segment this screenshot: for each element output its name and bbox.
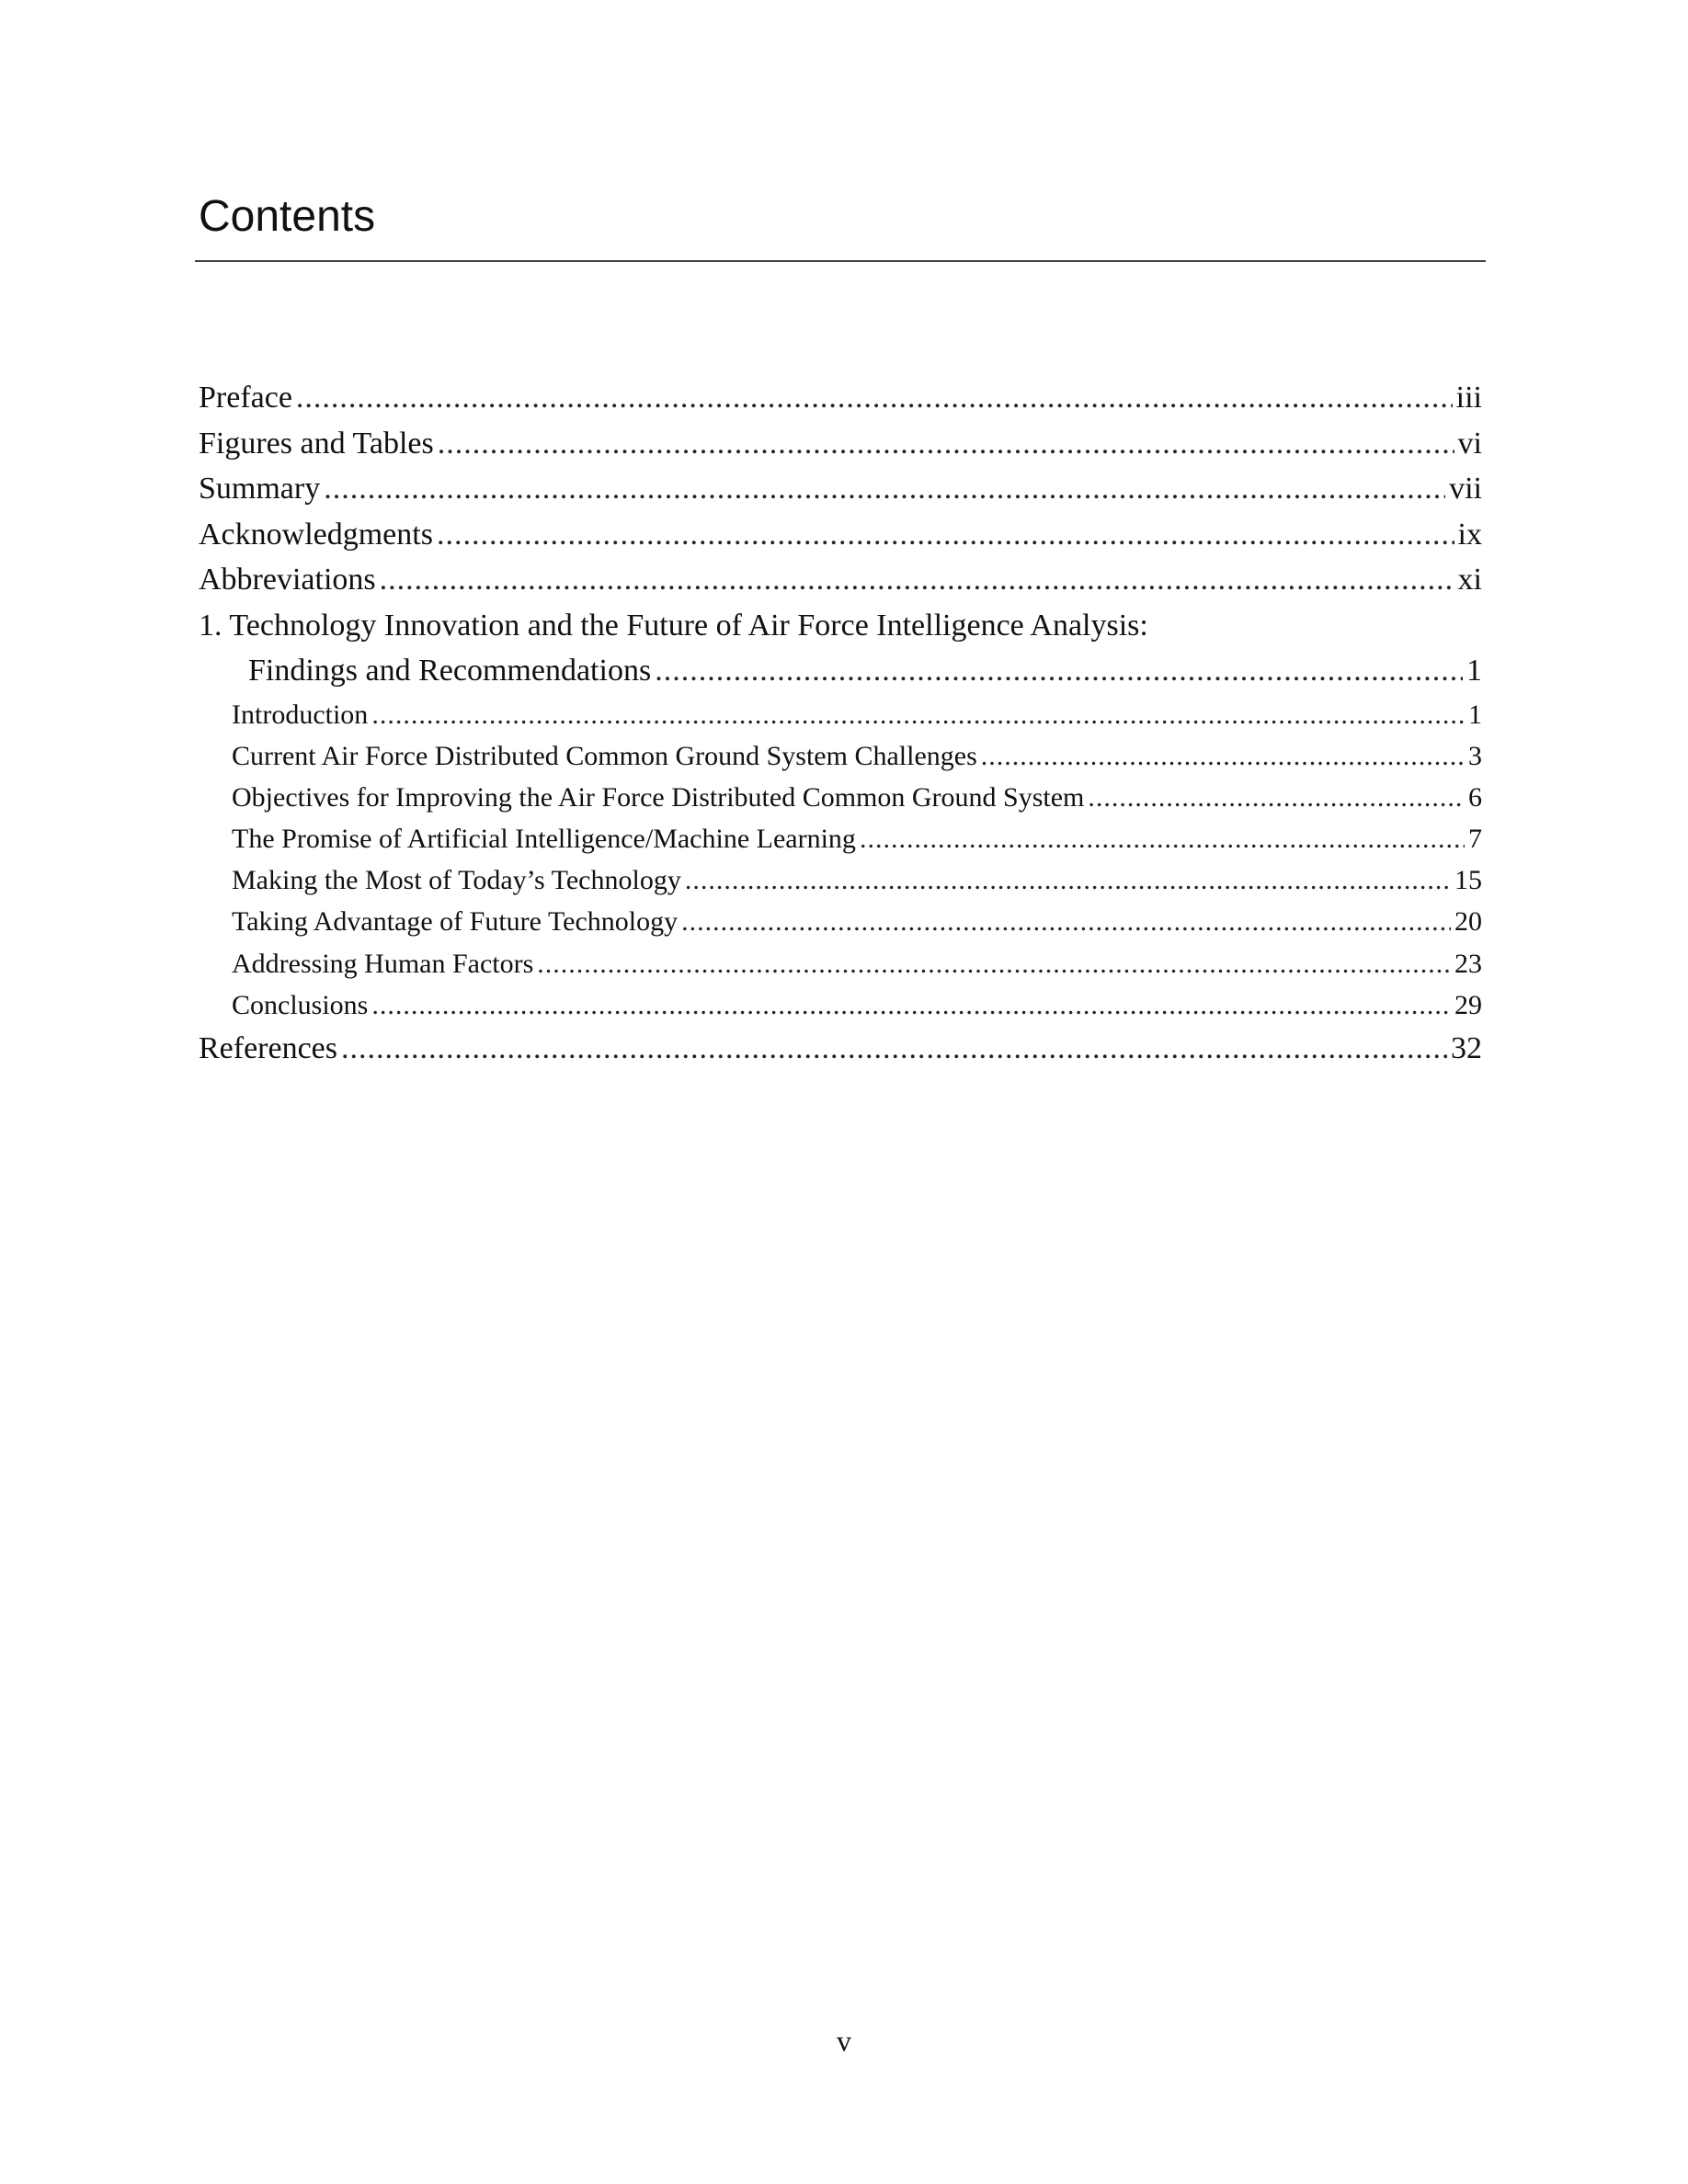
title-rule [195,260,1486,262]
toc-entry-title: Addressing Human Factors [232,948,534,979]
toc-section-future-technology[interactable] [199,901,1482,942]
dot-leader [371,694,1465,735]
dot-leader [324,466,1445,512]
toc-entry-page: 3 [1468,740,1482,771]
dot-leader [537,943,1451,984]
toc-section-introduction[interactable] [199,694,1482,735]
toc-chapter-title-line1: 1. Technology Innovation and the Future of Air Force Intelligence Analysis: [199,608,1148,643]
toc-section-conclusions[interactable] [199,984,1482,1026]
toc-section-objectives[interactable] [199,777,1482,818]
dot-leader [685,859,1451,901]
toc-section-human-factors[interactable] [199,943,1482,984]
toc-entry-abbreviations[interactable] [199,557,1482,603]
toc-entry-preface[interactable] [199,375,1482,421]
toc-entry-title: Introduction [232,699,369,730]
toc-entry-title: Making the Most of Today’s Technology [232,865,681,896]
toc-entry-title: Abbreviations [199,563,376,597]
toc-entry-page: 29 [1454,989,1482,1020]
toc-chapter-title-line2: Findings and Recommendations [248,654,652,688]
toc-section-ai-ml[interactable] [199,818,1482,859]
page-number: v [837,2024,851,2057]
toc-entry-figures-and-tables[interactable] [199,421,1482,467]
dot-leader [437,512,1454,558]
toc-entry-title: Taking Advantage of Future Technology [232,906,679,938]
toc-entry-page: 15 [1454,865,1482,896]
table-of-contents [199,375,1482,1072]
toc-entry-summary[interactable] [199,466,1482,512]
toc-entry-page: 1 [1466,654,1482,688]
toc-entry-page: iii [1455,381,1482,415]
toc-entry-title: References [199,1031,338,1065]
toc-entry-page: 1 [1468,699,1482,730]
dot-leader [341,1026,1447,1072]
toc-entry-page: 23 [1454,948,1482,979]
toc-entry-page: 7 [1468,824,1482,855]
toc-entry-page: vi [1457,426,1482,461]
toc-entry-title: The Promise of Artificial Intelligence/Machine Learning [232,824,856,855]
toc-entry-title: Conclusions [232,989,369,1020]
dot-leader [438,421,1454,467]
dot-leader [681,901,1451,942]
toc-entry-references[interactable] [199,1026,1482,1072]
toc-entry-page: 32 [1451,1031,1482,1065]
dot-leader [981,735,1465,777]
toc-entry-page: 20 [1454,906,1482,938]
toc-entry-chapter-1[interactable] [199,603,1482,694]
toc-section-todays-technology[interactable] [199,859,1482,901]
toc-entry-page: xi [1457,563,1482,597]
toc-section-current-challenges[interactable] [199,735,1482,777]
toc-entry-title: Figures and Tables [199,426,434,461]
toc-entry-title: Current Air Force Distributed Common Ground System Challenges [232,740,977,771]
dot-leader [860,818,1465,859]
toc-entry-title: Acknowledgments [199,517,433,552]
dot-leader [1088,777,1465,818]
dot-leader [380,557,1454,603]
page-title: Contents [199,192,376,241]
dot-leader [655,648,1463,694]
toc-entry-title: Preface [199,381,292,415]
toc-entry-title: Summary [199,472,321,506]
toc-entry-page: vii [1449,472,1482,506]
dot-leader [371,984,1451,1026]
dot-leader [296,375,1453,421]
toc-entry-page: 6 [1468,781,1482,813]
toc-entry-title: Objectives for Improving the Air Force Distributed Common Ground System [232,781,1085,813]
toc-entry-acknowledgments[interactable] [199,512,1482,558]
toc-entry-page: ix [1457,517,1482,552]
